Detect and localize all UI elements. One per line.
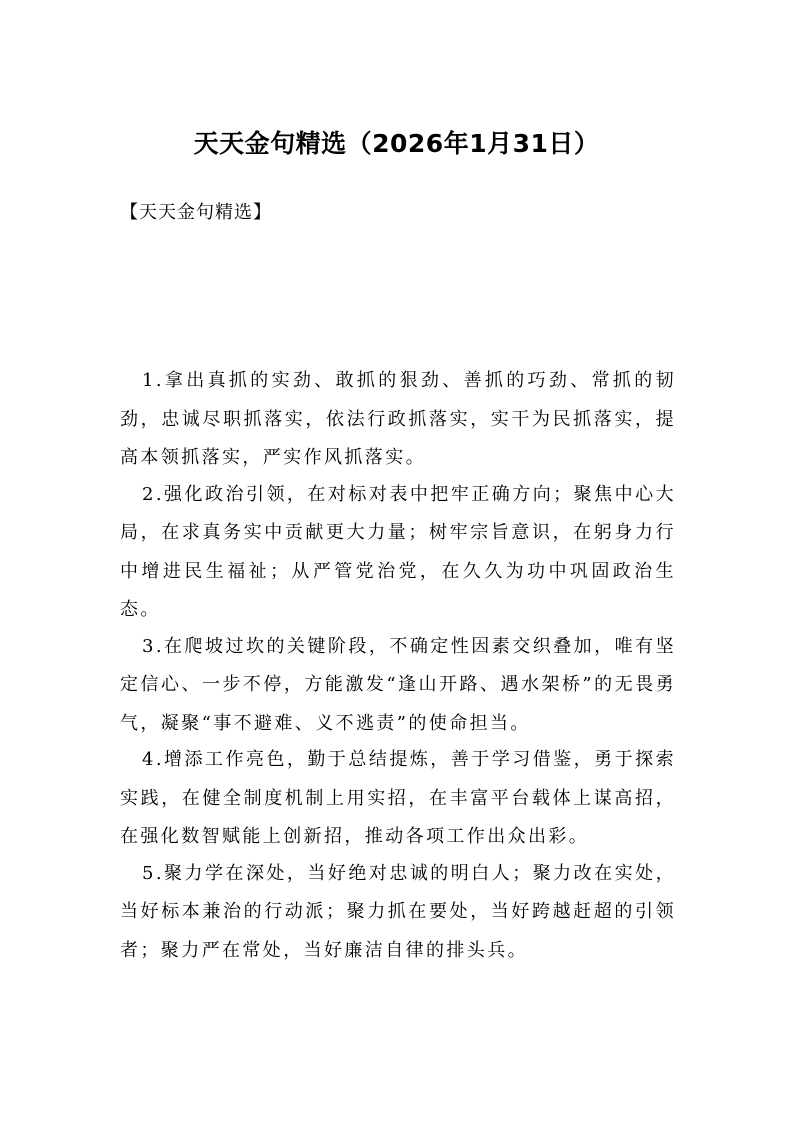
document-body [120, 362, 676, 968]
section-label: 【天天金句精选】 [120, 202, 272, 223]
document-title: 天天金句精选（2026年1月31日） [193, 129, 600, 158]
paragraph-5: 5.聚力学在深处，当好绝对忠诚的明白人；聚力改在实处，当好标本兼治的行动派；聚力抓在要处，当好跨越赶超的引领者；聚力严在常处，当好廉洁自律的排头兵。 [120, 862, 676, 961]
paragraph-1: 1.拿出真抓的实劲、敢抓的狠劲、善抓的巧劲、常抓的韧劲，忠诚尽职抓落实，依法行政抓落实，实干为民抓落实，提高本领抓落实，严实作风抓落实。 [120, 370, 676, 468]
paragraph-2: 2.强化政治引领，在对标对表中把牢正确方向；聚焦中心大局，在求真务实中贡献更大力量；树牢宗旨意识，在躬身力行中增进民生福祉；从严管党治党，在久久为功中巩固政治生态。 [120, 483, 676, 620]
paragraph-3: 3.在爬坡过坎的关键阶段，不确定性因素交织叠加，唯有坚定信心、一步不停，方能激发“逢山开路、遇水架桥”的无畏勇气，凝聚“事不避难、义不逃责”的使命担当。 [120, 635, 676, 734]
paragraph-4: 4.增添工作亮色，勤于总结提炼，善于学习借鉴，勇于探索实践，在健全制度机制上用实招，在丰富平台载体上谋高招，在强化数智赋能上创新招，推动各项工作出众出彩。 [120, 749, 676, 847]
